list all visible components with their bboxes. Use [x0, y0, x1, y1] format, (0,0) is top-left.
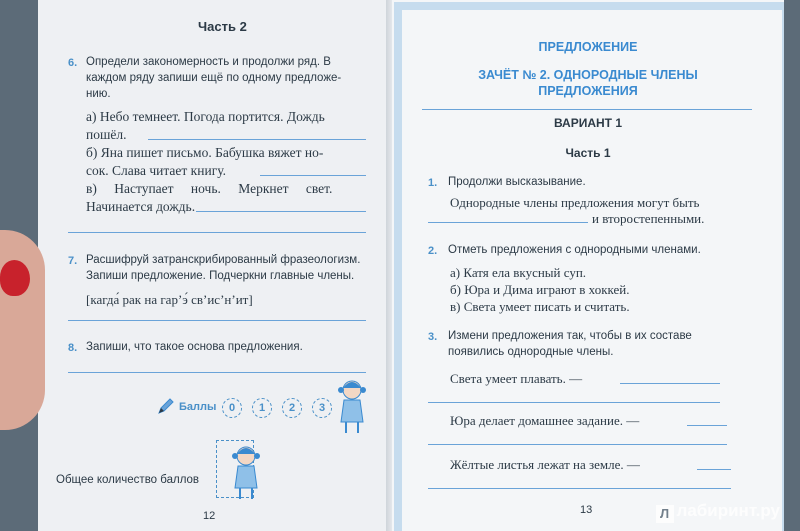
- score-option-2[interactable]: 2: [282, 398, 302, 418]
- answer-line[interactable]: [260, 175, 366, 176]
- test-title-1: ЗАЧЁТ № 2. ОДНОРОДНЫЕ ЧЛЕНЫ: [478, 68, 698, 82]
- task6-a-1: а) Небо темнеет. Погода портится. Дождь: [86, 109, 325, 124]
- task3-instruction-1: Измени предложения так, чтобы в их составе: [448, 330, 692, 342]
- watermark-text: лабиринт.ру: [676, 501, 780, 520]
- part-title-left: Часть 2: [198, 19, 247, 34]
- task7-number: 7.: [68, 255, 78, 267]
- section-title: ПРЕДЛОЖЕНИЕ: [538, 40, 638, 54]
- score-option-3[interactable]: 3: [312, 398, 332, 418]
- task2-option-c[interactable]: в) Света умеет писать и считать.: [450, 299, 630, 314]
- answer-line[interactable]: [428, 488, 731, 489]
- girl-illustration: [334, 378, 370, 436]
- score-label: Баллы: [179, 401, 217, 413]
- answer-line[interactable]: [620, 383, 720, 384]
- answer-line[interactable]: [687, 425, 727, 426]
- task3-sentence-1: Света умеет плавать. —: [450, 371, 583, 386]
- task6-c-2: Начинается дождь.: [86, 199, 196, 214]
- task6-c-1: в) Наступает ночь. Меркнет свет.: [86, 181, 333, 196]
- left-page: [38, 0, 390, 531]
- answer-line[interactable]: [428, 222, 588, 223]
- task2-instruction: Отметь предложения с однородными членами.: [448, 244, 701, 256]
- page-number-left: 12: [203, 510, 216, 522]
- task1-instruction: Продолжи высказывание.: [448, 176, 586, 188]
- task7-transcription: [кагда́ рак на гар’э́ св’ис’н’ит]: [86, 292, 253, 307]
- answer-line[interactable]: [148, 139, 366, 140]
- task6-instruction-3: нию.: [86, 88, 111, 100]
- answer-line[interactable]: [428, 402, 720, 403]
- girl-illustration: [228, 444, 264, 502]
- watermark: [656, 501, 780, 523]
- pencil-icon: [156, 396, 176, 416]
- variant-title: ВАРИАНТ 1: [553, 116, 623, 130]
- task6-number: 6.: [68, 57, 78, 69]
- task3-sentence-3: Жёлтые листья лежат на земле. —: [450, 457, 640, 472]
- task6-b-1: б) Яна пишет письмо. Бабушка вяжет но-: [86, 145, 324, 160]
- score-option-0[interactable]: 0: [222, 398, 242, 418]
- task2-number: 2.: [428, 245, 438, 257]
- task2-option-b[interactable]: б) Юра и Дима играют в хоккей.: [450, 282, 630, 297]
- total-label: Общее количество баллов: [56, 474, 200, 486]
- answer-line[interactable]: [697, 469, 731, 470]
- answer-line[interactable]: [196, 211, 366, 212]
- task3-instruction-2: появились однородные члены.: [448, 346, 614, 358]
- task6-a-2: пошёл.: [86, 127, 127, 142]
- task1-line1: Однородные члены предложения могут быть: [450, 195, 700, 210]
- task6-instruction-2: каждом ряду запиши ещё по одному предложе-: [86, 72, 342, 84]
- task2-option-a[interactable]: а) Катя ела вкусный суп.: [450, 265, 587, 280]
- task3-sentence-2: Юра делает домашнее задание. —: [450, 413, 640, 428]
- task1-number: 1.: [428, 177, 438, 189]
- test-title-2: ПРЕДЛОЖЕНИЯ: [538, 84, 638, 98]
- answer-line[interactable]: [68, 232, 366, 233]
- score-option-1[interactable]: 1: [252, 398, 272, 418]
- task6-b-2: сок. Слава читает книгу.: [86, 163, 227, 178]
- answer-line[interactable]: [68, 320, 366, 321]
- title-divider: [422, 109, 752, 110]
- task6-instruction-1: Определи закономерность и продолжи ряд. В: [86, 56, 331, 68]
- right-page: [392, 0, 784, 531]
- task8-instruction: Запиши, что такое основа предложения.: [86, 341, 303, 353]
- task8-number: 8.: [68, 342, 78, 354]
- answer-line[interactable]: [68, 372, 366, 373]
- page-number-right: 13: [580, 504, 593, 516]
- task7-instruction-1: Расшифруй затранскрибированный фразеологизм.: [86, 254, 361, 266]
- task1-line2: и второстепенными.: [592, 211, 705, 226]
- fingernail: [0, 260, 30, 296]
- task7-instruction-2: Запиши предложение. Подчеркни главные члены.: [86, 270, 355, 282]
- part-title-right: Часть 1: [565, 146, 611, 160]
- labirint-logo-icon: Л: [656, 505, 674, 523]
- answer-line[interactable]: [428, 444, 727, 445]
- hand: [0, 230, 45, 430]
- task3-number: 3.: [428, 331, 438, 343]
